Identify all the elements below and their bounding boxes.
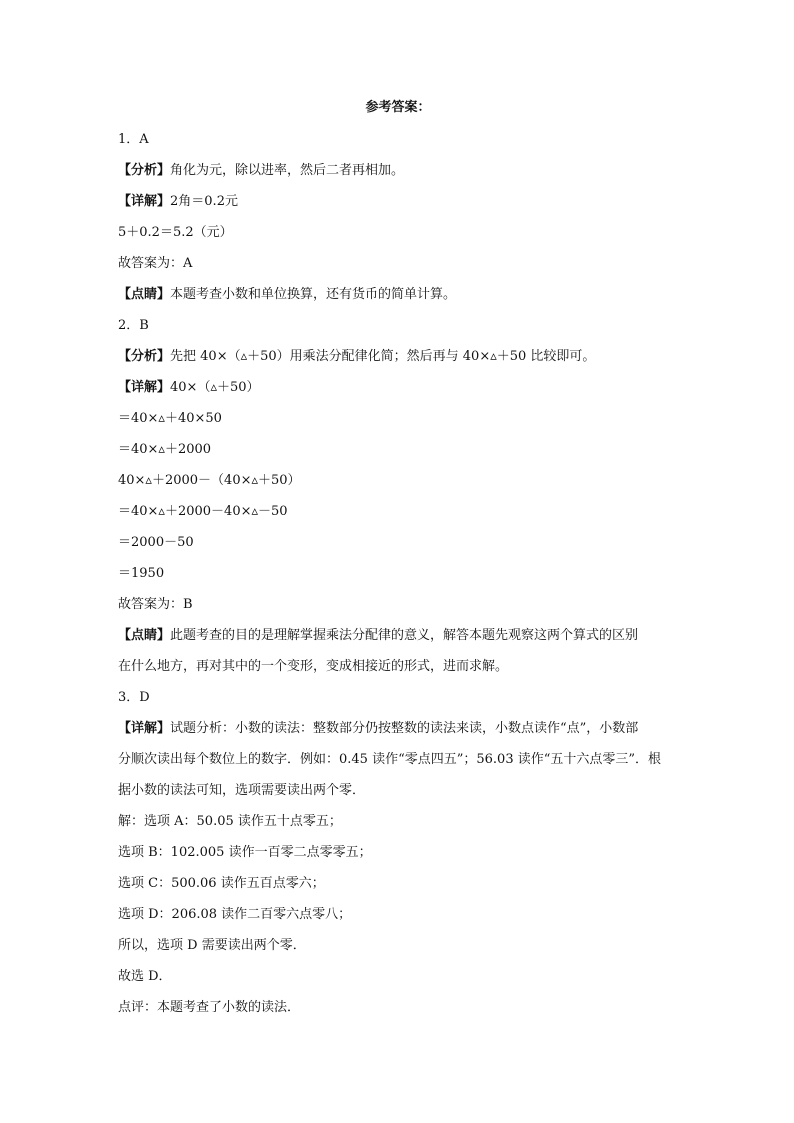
- q1-detail-line-2: 5＋0.2＝5.2（元）: [118, 225, 233, 240]
- q3-solution-line-5: 所以，选项 D 需要读出两个零．: [118, 938, 306, 953]
- q3-comment: 点评：本题考查了小数的读法．: [118, 1000, 301, 1015]
- answer-page: [118, 94, 678, 1023]
- q3-detail-line-3: 据小数的读法可知，选项需要读出两个零．: [118, 783, 366, 798]
- q2-detail-line-6: ＝2000－50: [118, 535, 194, 550]
- q3-detail: [118, 713, 678, 744]
- q2-analysis-text: 先把 40×（▵＋50）用乘法分配律化简；然后再与 40×▵＋50 比较即可。: [170, 349, 596, 364]
- q2-detail-line-2: ＝40×▵＋40×50: [118, 411, 222, 426]
- q3-solution-line-4: 选项 D：206.08 读作二百零六点零八；: [118, 907, 352, 922]
- q3-detail-line-1: 试题分析：小数的读法：整数部分仍按整数的读法来读，小数点读作“点”，小数部: [170, 721, 639, 736]
- q2-comment: [118, 620, 678, 651]
- q2-detail-line-1: 40×（▵＋50）: [170, 380, 260, 395]
- q2-detail-tag: 【详解】: [118, 380, 171, 395]
- q2-detail-line-5: ＝40×▵＋2000－40×▵－50: [118, 504, 288, 519]
- page-title: 参考答案：: [365, 100, 431, 115]
- q2-comment-line-2: 在什么地方，再对其中的一个变形，变成相接近的形式，进而求解。: [118, 659, 509, 674]
- q3-answer: 故选 D．: [118, 969, 172, 984]
- q1-detail: [118, 186, 678, 217]
- q1-number: 1．A: [118, 132, 149, 147]
- q2-detail-line-7: ＝1950: [118, 566, 165, 581]
- q3-solution-line-1: 解：选项 A：50.05 读作五十点零五；: [118, 814, 342, 829]
- q3-solution-line-3: 选项 C：500.06 读作五百点零六；: [118, 876, 325, 891]
- q3-solution-line-2: 选项 B：102.005 读作一百零二点零零五；: [118, 845, 372, 860]
- q3-detail-tag: 【详解】: [118, 721, 171, 736]
- q1-detail-tag: 【详解】: [118, 194, 171, 209]
- q1-detail-line-1: 2角＝0.2元: [170, 194, 238, 209]
- q2-analysis: [118, 341, 678, 372]
- q2-detail: [118, 372, 678, 403]
- q1-analysis-tag: 【分析】: [118, 163, 171, 178]
- q1-comment-text: 本题考查小数和单位换算，还有货币的简单计算。: [170, 287, 457, 302]
- q2-answer: 故答案为：B: [118, 597, 193, 612]
- q1-analysis-text: 角化为元，除以进率，然后二者再相加。: [170, 163, 405, 178]
- q2-analysis-tag: 【分析】: [118, 349, 171, 364]
- q3-number: 3．D: [118, 690, 150, 705]
- q2-detail-line-4: 40×▵＋2000－（40×▵＋50）: [118, 473, 301, 488]
- q1-comment-tag: 【点睛】: [118, 287, 171, 302]
- q1-answer: 故答案为：A: [118, 256, 193, 271]
- q1-comment: [118, 279, 678, 310]
- q1-analysis: [118, 155, 678, 186]
- q2-number: 2．B: [118, 318, 149, 333]
- q2-comment-line-1: 此题考查的目的是理解掌握乘法分配律的意义，解答本题先观察这两个算式的区别: [170, 628, 639, 643]
- q3-detail-line-2: 分顺次读出每个数位上的数字．例如：0.45 读作“零点四五”；56.03 读作“五十六点零三”．根: [118, 752, 662, 767]
- q2-comment-tag: 【点睛】: [118, 628, 171, 643]
- q2-detail-line-3: ＝40×▵＋2000: [118, 442, 212, 457]
